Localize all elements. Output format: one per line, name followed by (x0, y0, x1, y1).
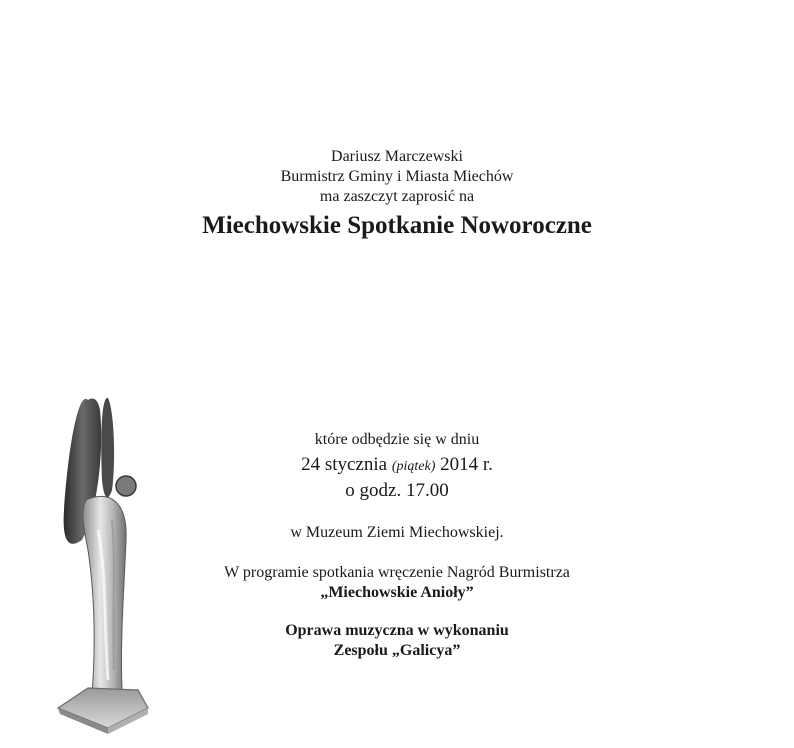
date-weekday: (piątek) (391, 459, 436, 474)
event-time: o godz. 17.00 (345, 480, 449, 501)
award-name: „Miechowskie Anioły” (320, 584, 474, 601)
program-line: W programie spotkania wręczenie Nagród Burmistrza (224, 564, 570, 581)
music-line-1: Oprawa muzyczna w wykonaniu (285, 622, 509, 639)
date-day: 24 stycznia (301, 454, 388, 475)
angel-statue-icon (48, 390, 158, 740)
invitation-header (0, 147, 794, 241)
invite-line: ma zaszczyt zaprosić na (319, 188, 475, 205)
music-line-2: Zespołu „Galicya” (333, 642, 461, 659)
date-year: 2014 r. (440, 454, 493, 475)
host-name: Dariusz Marczewski (331, 148, 463, 165)
event-venue: w Muzeum Ziemi Miechowskiej. (290, 524, 504, 541)
date-intro: które odbędzie się w dniu (314, 431, 480, 448)
event-title: Miechowskie Spotkanie Noworoczne (202, 212, 592, 239)
host-title: Burmistrz Gminy i Miasta Miechów (280, 168, 514, 185)
